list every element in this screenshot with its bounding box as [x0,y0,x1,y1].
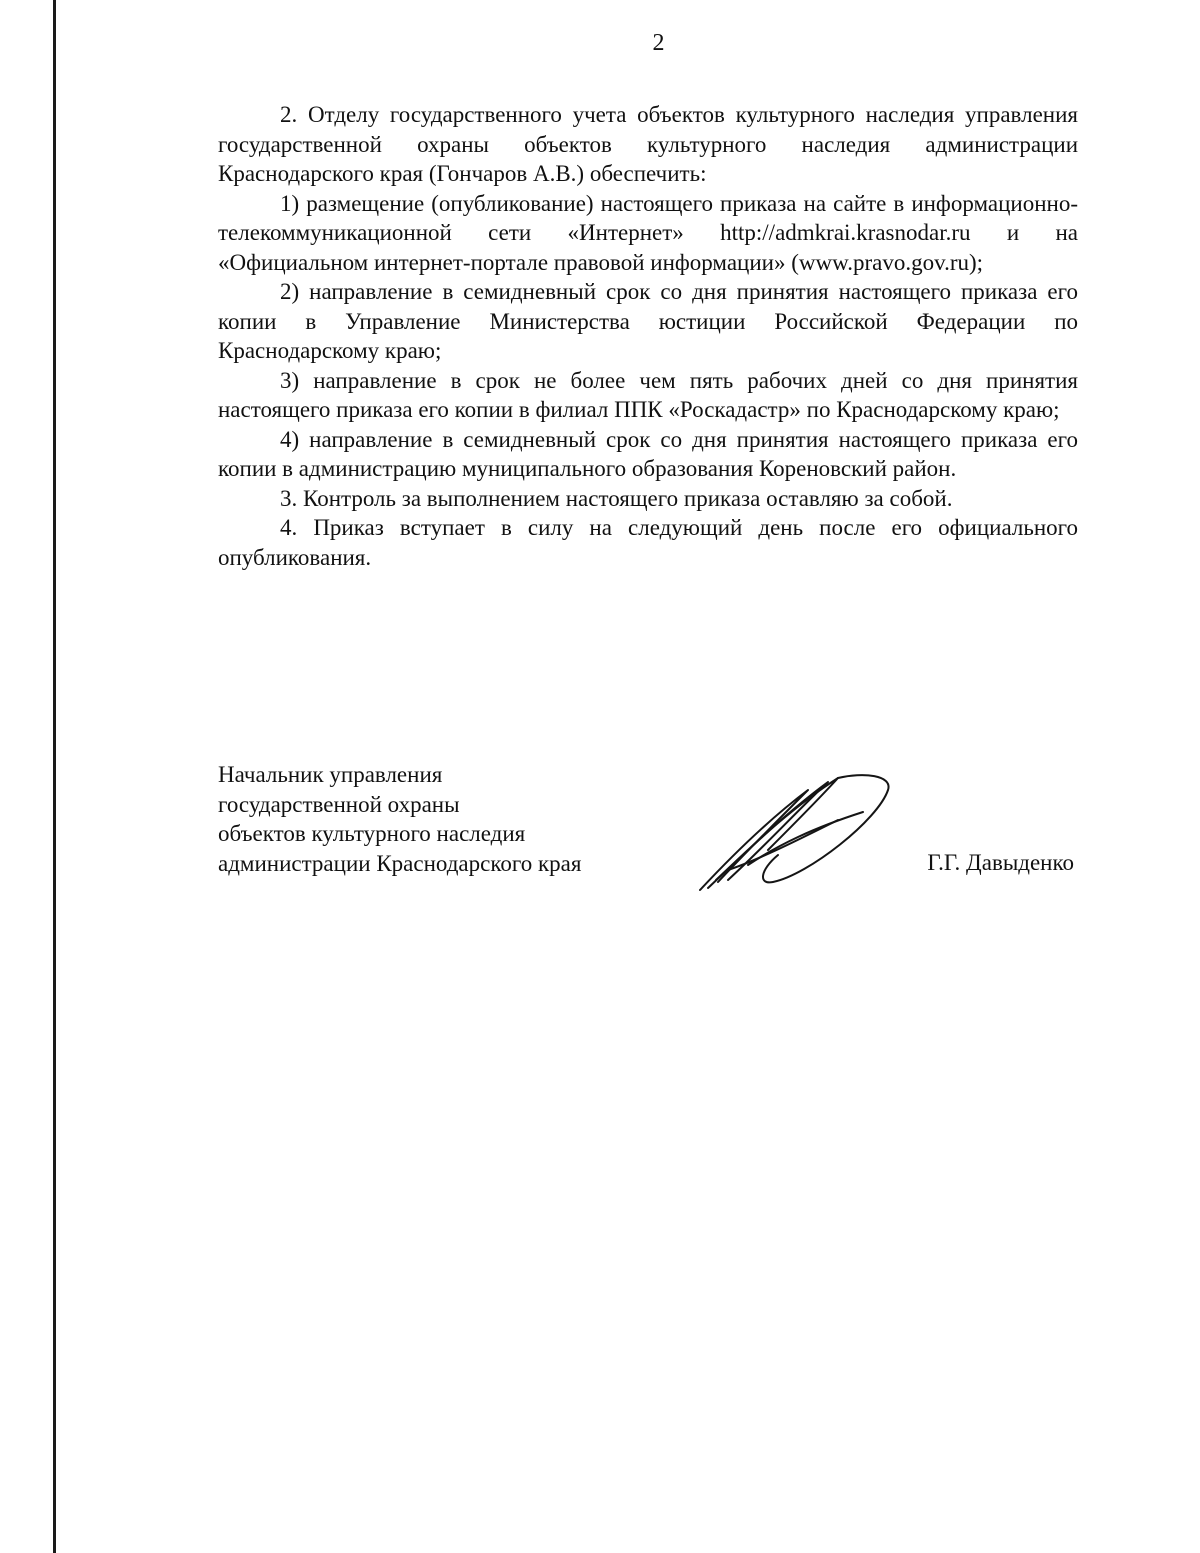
signatory-title [218,760,581,878]
signatory-title-line: Начальник управления [218,762,443,787]
signatory-title-line: администрации Краснодарского края [218,850,582,876]
scan-edge-line [53,0,56,1553]
signatory-title-line: государственной охраны [218,791,460,817]
signatory-name: Г.Г. Давыденко [927,850,1074,875]
paragraph-item-1: 1) размещение (опубликование) настоящего приказа на сайте в информационно-телекоммуникационной сети «Интернет» http://admkrai.krasnodar.ru и на «Официальном интернет-портале правовой информации» (www.pravo.gov.ru); [218,190,1078,275]
handwritten-signature [688,770,898,900]
paragraph-item-2: 2) направление в семидневный срок со дня принятия настоящего приказа его копии в Управление Министерства юстиции Российской Федерации по Краснодарскому краю; [218,279,1078,363]
signature-block [218,760,1078,900]
paragraph-item-4: 4) направление в семидневный срок со дня принятия настоящего приказа его копии в администрацию муниципального образования Кореновский район. [218,426,1078,481]
signatory-title-line: объектов культурного наследия [218,821,526,846]
paragraph-item-3: 3) направление в срок не более чем пять рабочих дней со дня принятия настоящего приказа его копии в филиал ППК «Роскадастр» по Краснодарскому краю; [218,367,1078,422]
paragraph-section-3: 3. Контроль за выполнением настоящего приказа оставляю за собой. [280,485,953,511]
paragraph-section-2: 2. Отделу государственного учета объектов культурного наследия управления государственной охраны объектов культурного наследия администрации Краснодарского края (Гончаров А.В.) обеспечить: [218,102,1078,186]
page-number: 2 [652,30,665,56]
document-body [218,100,1078,572]
paragraph-section-4: 4. Приказ вступает в силу на следующий день после его официального опубликования. [218,515,1078,570]
